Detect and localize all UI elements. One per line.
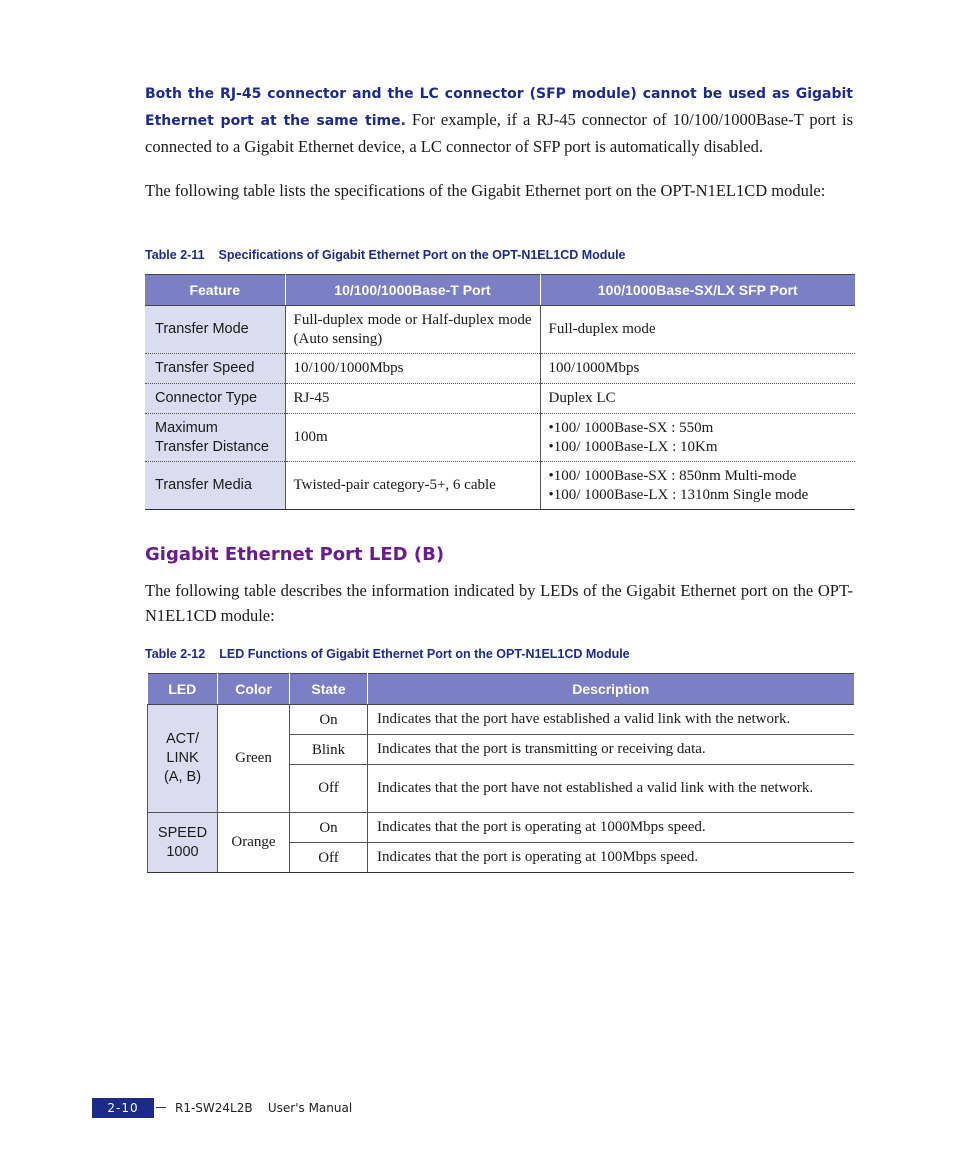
table-row — [148, 705, 854, 735]
intro-rest: For example, if a RJ-45 connector of 10/100/1000Base-T port is connected to a Gigabit Ethernet device, a LC connector of SFP port is automatically disabled. — [145, 110, 853, 156]
row-feature: Transfer Media — [145, 462, 285, 510]
row-base-t-value: RJ-45 — [285, 384, 540, 414]
table-row — [145, 414, 855, 462]
led-description-cell: Indicates that the port have established a valid link with the network. — [368, 705, 854, 735]
row-base-t-value: Full-duplex mode or Half-duplex mode (Auto sensing) — [285, 306, 540, 354]
led-state-cell: Off — [290, 765, 368, 813]
led-name-line: 1000 — [166, 843, 199, 860]
footer-divider — [156, 1107, 166, 1108]
row-sfp-value: Full-duplex mode — [540, 306, 855, 354]
table2-caption-text: LED Functions of Gigabit Ethernet Port on the OPT-N1EL1CD Module — [219, 647, 630, 661]
header-color: Color — [218, 674, 290, 705]
table2-intro-paragraph: The following table describes the information indicated by LEDs of the Gigabit Ethernet port on the OPT-N1EL1CD module: — [145, 581, 853, 625]
header-sfp-port: 100/1000Base-SX/LX SFP Port — [540, 275, 855, 306]
led-description-cell: Indicates that the port is transmitting or receiving data. — [368, 735, 854, 765]
table2-caption — [145, 647, 630, 661]
spec-table — [145, 274, 855, 510]
led-state-cell: On — [290, 705, 368, 735]
intro-bold-note: Both the RJ-45 connector and the LC connector (SFP module) cannot be used as Gigabit Ethernet port at the same time. — [145, 86, 853, 129]
sfp-value-line: •100/ 1000Base-SX : 550m — [548, 419, 714, 436]
row-feature-line: Maximum — [155, 419, 218, 436]
led-name-cell — [148, 705, 218, 813]
led-state-cell: Off — [290, 843, 368, 873]
table-row — [145, 354, 855, 384]
header-base-t-port: 10/100/1000Base-T Port — [285, 275, 540, 306]
table2-caption-number: Table 2-12 — [145, 647, 206, 661]
table-row — [148, 813, 854, 843]
led-table-header-row — [148, 674, 854, 705]
row-sfp-value: 100/1000Mbps — [540, 354, 855, 384]
spec-table-header-row — [145, 275, 855, 306]
header-description: Description — [368, 674, 854, 705]
row-base-t-value: 100m — [285, 414, 540, 462]
led-description-cell: Indicates that the port is operating at 100Mbps speed. — [368, 843, 854, 873]
led-description-cell: Indicates that the port have not established a valid link with the network. — [368, 765, 854, 813]
led-name-cell — [148, 813, 218, 873]
row-sfp-value — [540, 462, 855, 510]
row-feature — [145, 414, 285, 462]
led-name-line: LINK — [166, 750, 199, 766]
led-state-cell: Blink — [290, 735, 368, 765]
header-feature: Feature — [145, 275, 285, 306]
led-name-line: (A, B) — [163, 769, 202, 785]
row-feature: Transfer Mode — [145, 306, 285, 354]
row-feature-line: Transfer Distance — [155, 438, 269, 455]
led-name-line: ACT/ — [165, 731, 200, 747]
sfp-value-line: •100/ 1000Base-SX : 850nm Multi-mode — [548, 467, 797, 484]
table1-intro-paragraph: The following table lists the specifications of the Gigabit Ethernet port on the OPT-N1EL1CD module: — [145, 181, 826, 200]
table1-caption-number: Table 2-11 — [145, 248, 205, 262]
footer-manual-title: R1-SW24L2B User's Manual — [175, 1101, 353, 1115]
row-feature: Transfer Speed — [145, 354, 285, 384]
table-row — [145, 462, 855, 510]
table1-caption-text: Specifications of Gigabit Ethernet Port on the OPT-N1EL1CD Module — [218, 248, 626, 262]
sfp-value-line: •100/ 1000Base-LX : 10Km — [548, 438, 718, 455]
table1-caption — [145, 248, 626, 262]
led-color-cell: Green — [218, 705, 290, 813]
header-led: LED — [148, 674, 218, 705]
table-row — [145, 384, 855, 414]
led-state-cell: On — [290, 813, 368, 843]
row-base-t-value: 10/100/1000Mbps — [285, 354, 540, 384]
row-feature: Connector Type — [145, 384, 285, 414]
row-sfp-value: Duplex LC — [540, 384, 855, 414]
row-base-t-value: Twisted-pair category-5+, 6 cable — [285, 462, 540, 510]
sfp-value-line: •100/ 1000Base-LX : 1310nm Single mode — [548, 486, 809, 503]
page-number: 2-10 — [92, 1098, 154, 1118]
led-table — [147, 673, 854, 873]
led-color-cell: Orange — [218, 813, 290, 873]
header-state: State — [290, 674, 368, 705]
led-description-cell: Indicates that the port is operating at 1000Mbps speed. — [368, 813, 854, 843]
led-name-line: SPEED — [157, 824, 208, 841]
section-heading: Gigabit Ethernet Port LED (B) — [145, 544, 445, 565]
row-sfp-value — [540, 414, 855, 462]
table-row — [145, 306, 855, 354]
intro-paragraph — [145, 80, 853, 159]
